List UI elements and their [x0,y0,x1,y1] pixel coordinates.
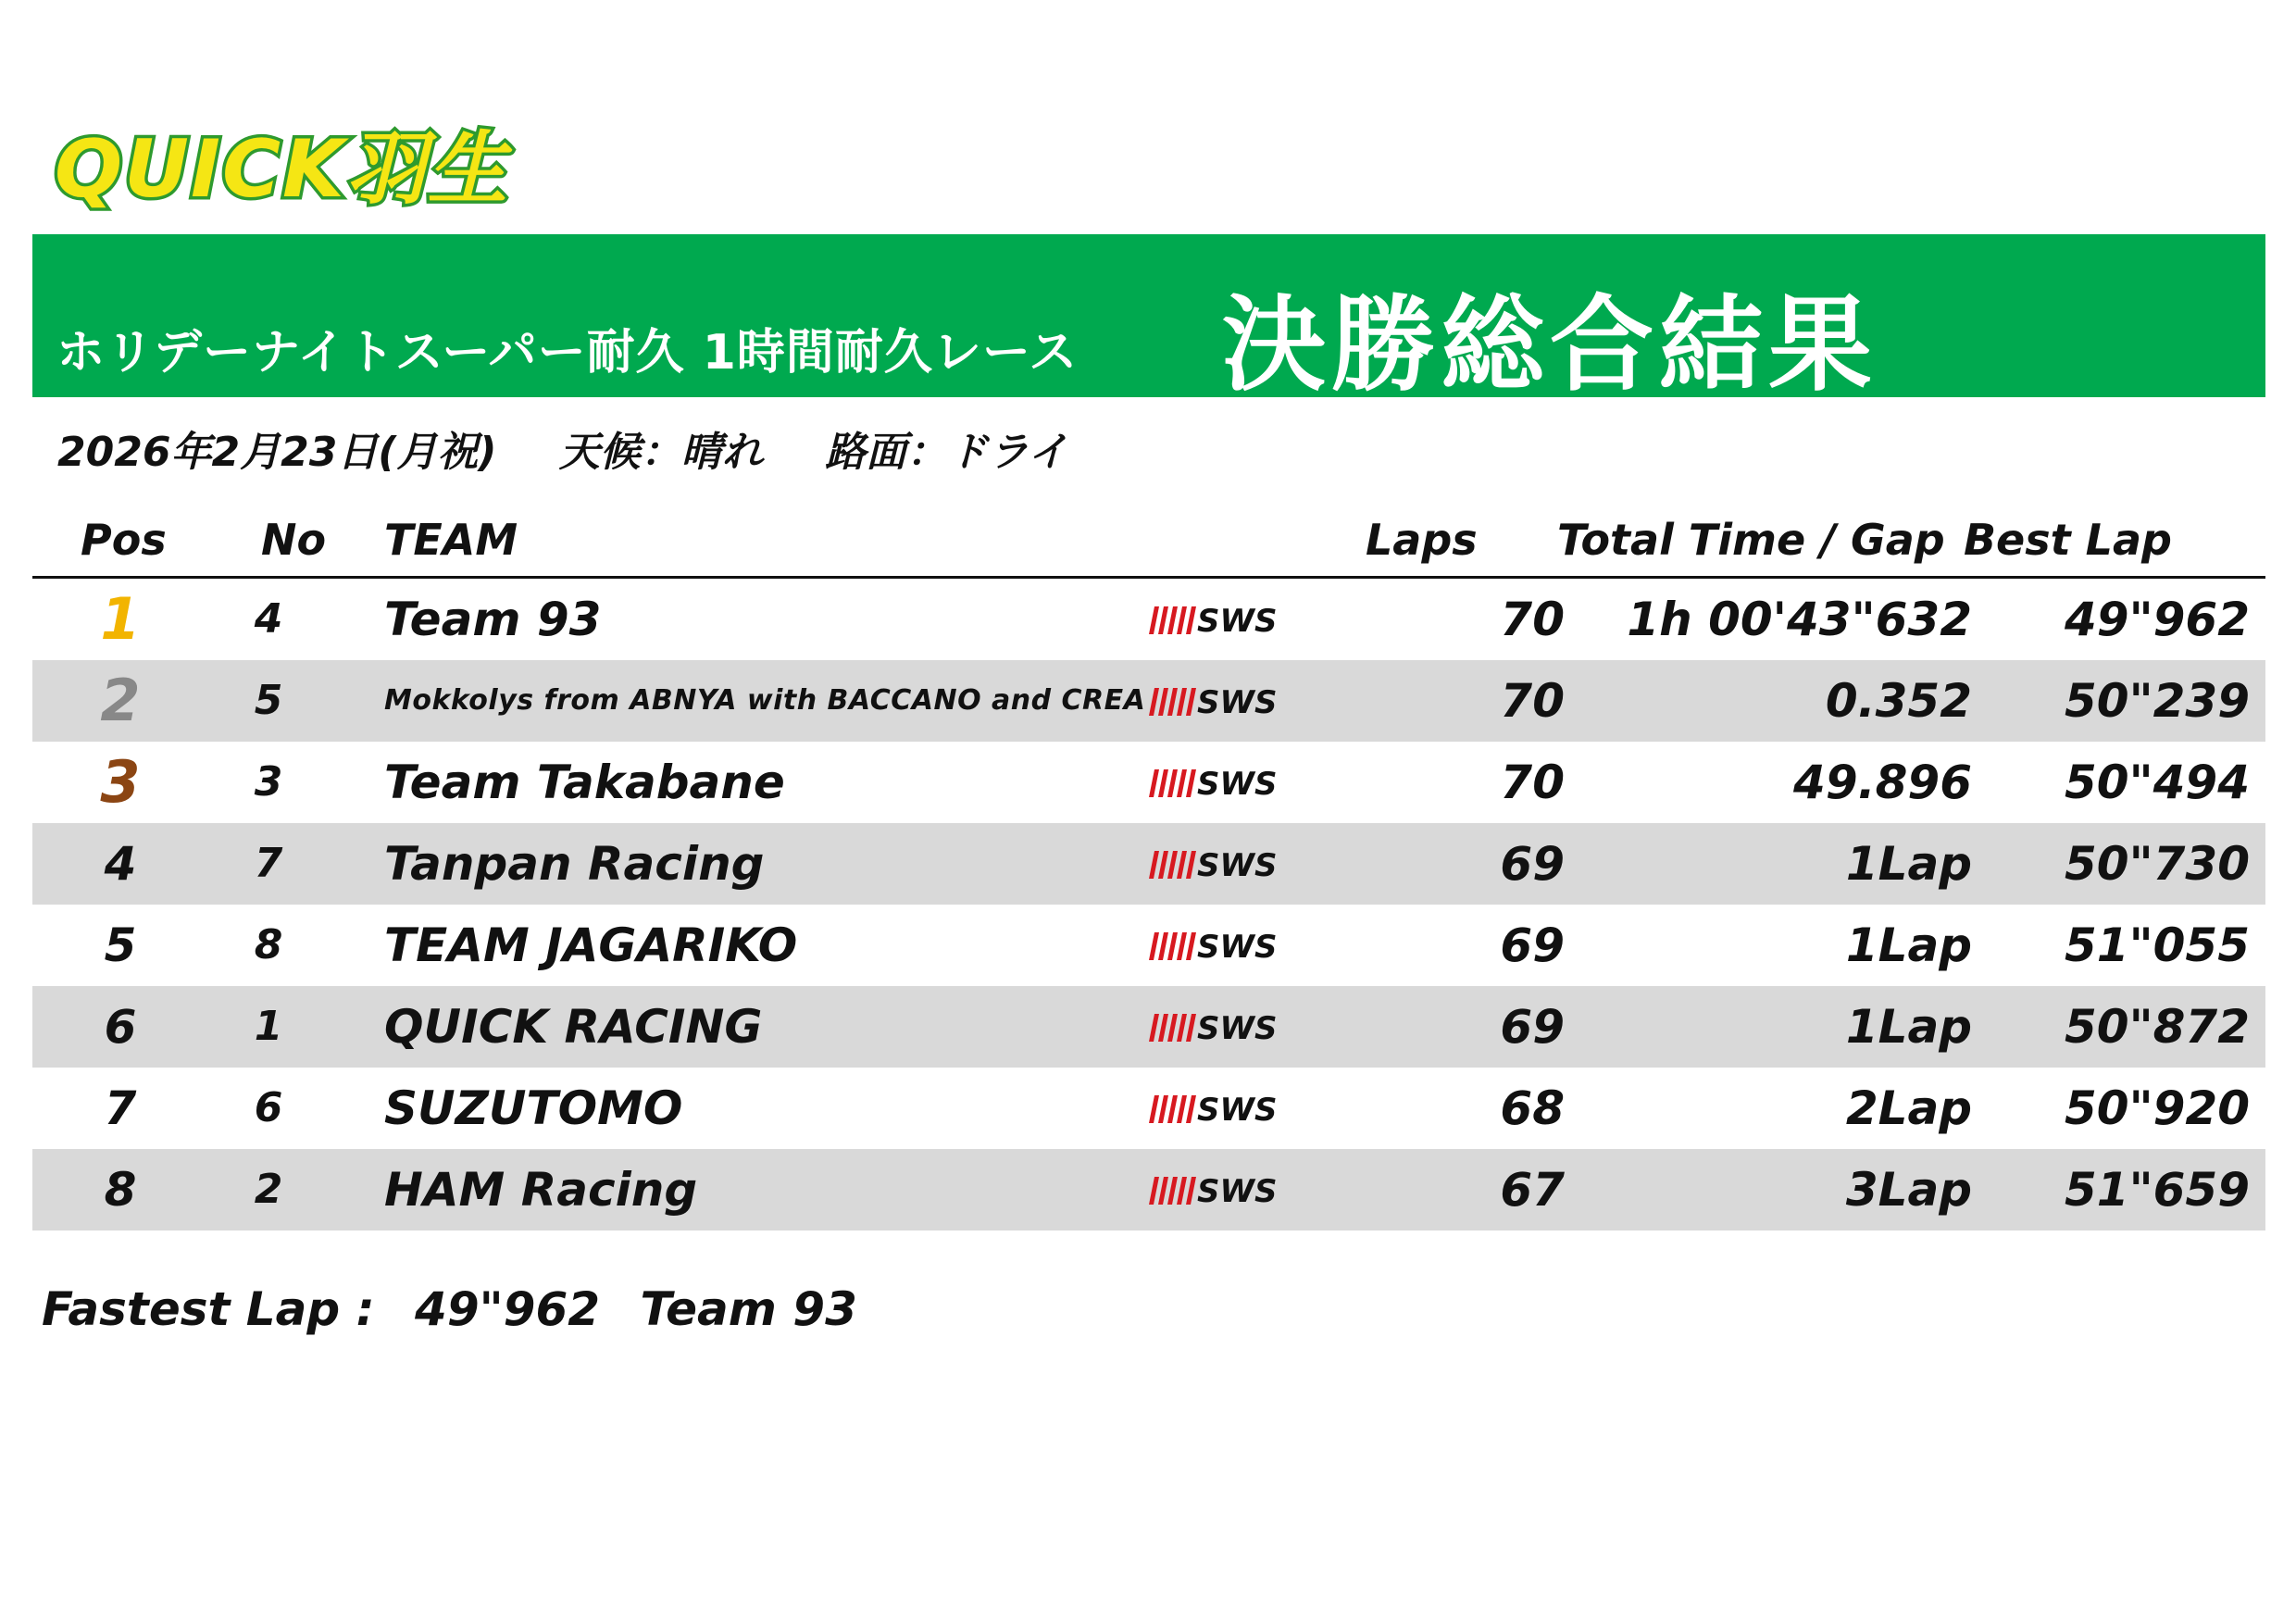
car-number-cell: 8 [254,921,283,968]
laps-cell: 69 [1500,837,1565,891]
table-row [32,742,2265,823]
table-row [32,1068,2265,1149]
sws-logo-text: SWS [1197,1093,1278,1125]
race-date: 2026年2月23日(月祝) [57,429,497,476]
sws-stripe [1186,932,1196,960]
car-number-cell: 3 [254,758,283,806]
table-row [32,579,2265,660]
header-team: TEAM [384,515,518,565]
total-time-gap-cell: 1Lap [1845,1000,1972,1054]
position-cell: 6 [104,1000,137,1054]
sws-stripe [1149,851,1159,879]
sws-sponsor-logo [1145,823,1312,905]
sws-logo-text: SWS [1197,1175,1278,1206]
sws-logo-icon [1145,849,1312,881]
sws-sponsor-logo [1145,660,1312,742]
quick-hanyu-logo-graphic [51,120,569,213]
position-cell: 5 [104,918,137,972]
laps-cell: 68 [1500,1081,1565,1135]
weather: 天候：晴れ [558,429,763,476]
sws-stripe [1177,851,1187,879]
sws-stripe [1149,606,1159,634]
sws-stripe [1167,688,1178,716]
total-time-gap-cell: 0.352 [1825,674,1972,728]
sws-stripe [1177,932,1187,960]
sws-logo-icon [1145,605,1312,636]
sws-stripe [1158,606,1168,634]
sws-stripe [1167,769,1178,797]
sws-logo-icon [1145,686,1312,718]
total-time-gap-cell: 1h 00'43"632 [1627,593,1972,646]
total-time-gap-cell: 49.896 [1793,756,1972,809]
sws-stripe [1158,769,1168,797]
race-info [57,418,1117,478]
sws-stripe [1186,688,1196,716]
sws-stripe [1167,1095,1178,1123]
sws-stripe [1177,1095,1187,1123]
sws-stripe [1186,1177,1196,1205]
sws-stripe [1177,688,1187,716]
fastest-lap-time: 49"962 [415,1282,601,1336]
best-lap-cell: 50"872 [2065,1000,2250,1054]
table-row [32,660,2265,742]
sws-stripe [1149,932,1159,960]
position-cell: 2 [100,667,141,734]
sws-stripe [1158,688,1168,716]
team-name-cell: Mokkolys from ABNYA with BACCANO and CREA [384,684,1146,717]
position-cell: 8 [104,1163,137,1217]
total-time-gap-cell: 1Lap [1845,837,1972,891]
team-name-cell: TEAM JAGARIKO [384,918,798,972]
event-subtitle: ホリデーナイトスーパー耐久 1時間耐久レース [56,325,1079,381]
team-name-cell: QUICK RACING [384,1000,763,1054]
total-time-gap-cell: 2Lap [1845,1081,1972,1135]
sws-stripe [1158,1095,1168,1123]
best-lap-cell: 51"659 [2065,1163,2250,1217]
header-gap: Total Time / Gap [1557,515,1945,565]
laps-cell: 67 [1500,1163,1565,1217]
laps-cell: 69 [1500,918,1565,972]
sws-stripe [1149,1014,1159,1042]
sws-stripe [1158,932,1168,960]
sws-sponsor-logo [1145,986,1312,1068]
car-number-cell: 2 [254,1166,283,1213]
laps-cell: 70 [1500,756,1565,809]
sws-logo-icon [1145,1012,1312,1043]
sws-stripe [1149,769,1159,797]
laps-cell: 69 [1500,1000,1565,1054]
table-row [32,823,2265,905]
quick-hanyu-logo [51,120,569,213]
sws-logo-icon [1145,1093,1312,1125]
laps-cell: 70 [1500,593,1565,646]
header-laps: Laps [1366,515,1478,565]
team-name-cell: Team Takabane [384,756,785,809]
sws-stripe [1158,1014,1168,1042]
title-banner [32,234,2265,406]
best-lap-cell: 50"920 [2065,1081,2250,1135]
sws-sponsor-logo [1145,1068,1312,1149]
team-name-cell: HAM Racing [384,1163,698,1217]
table-header [32,507,2265,579]
sws-logo-icon [1145,931,1312,962]
header-best-lap: Best Lap [1964,515,2172,565]
sws-stripe [1186,1014,1196,1042]
sws-stripe [1177,1014,1187,1042]
header-pos: Pos [81,515,167,565]
sws-stripe [1177,769,1187,797]
sws-stripe [1149,688,1159,716]
sws-stripe [1149,1095,1159,1123]
track-surface: 路面：ドライ [825,429,1068,476]
fastest-lap-label: Fastest Lap : [42,1282,375,1336]
car-number-cell: 4 [254,595,283,643]
team-name-cell: Team 93 [384,593,602,646]
car-number-cell: 6 [254,1084,283,1131]
sws-stripe [1149,1177,1159,1205]
sws-stripe [1177,606,1187,634]
car-number-cell: 5 [254,677,283,724]
best-lap-cell: 50"494 [2065,756,2250,809]
best-lap-cell: 51"055 [2065,918,2250,972]
position-cell: 7 [104,1081,137,1135]
sws-logo-text: SWS [1197,768,1278,799]
sws-stripe [1167,851,1178,879]
sws-logo-icon [1145,1175,1312,1206]
position-cell: 3 [100,748,141,816]
sws-logo-text: SWS [1197,605,1278,636]
page-title: 決勝総合結果 [1222,285,1878,406]
sws-sponsor-logo [1145,1149,1312,1230]
team-name-cell: Tanpan Racing [384,837,765,891]
position-cell: 1 [100,585,141,653]
team-name-cell: SUZUTOMO [384,1081,683,1135]
best-lap-cell: 50"730 [2065,837,2250,891]
car-number-cell: 7 [254,840,283,887]
fastest-lap [42,1282,881,1336]
car-number-cell: 1 [254,1003,283,1050]
sws-stripe [1186,1095,1196,1123]
sws-stripe [1158,1177,1168,1205]
header-no: No [261,515,327,565]
sws-stripe [1167,932,1178,960]
sws-stripe [1177,1177,1187,1205]
total-time-gap-cell: 1Lap [1845,918,1972,972]
sws-stripe [1158,851,1168,879]
sws-stripe [1186,606,1196,634]
fastest-lap-team: Team 93 [640,1282,857,1336]
sws-logo-text: SWS [1197,849,1278,881]
best-lap-cell: 50"239 [2065,674,2250,728]
sws-stripe [1167,1177,1178,1205]
sws-sponsor-logo [1145,579,1312,660]
sws-stripe [1167,606,1178,634]
table-row [32,1149,2265,1230]
sws-logo-text: SWS [1197,1012,1278,1043]
sws-logo-text: SWS [1197,686,1278,718]
sws-stripe [1186,851,1196,879]
sws-stripe [1186,769,1196,797]
sws-logo-text: SWS [1197,931,1278,962]
table-row [32,905,2265,986]
sws-stripe [1167,1014,1178,1042]
table-row [32,986,2265,1068]
best-lap-cell: 49"962 [2065,593,2250,646]
logo-text: QUICK羽生 [55,123,509,213]
laps-cell: 70 [1500,674,1565,728]
total-time-gap-cell: 3Lap [1845,1163,1972,1217]
sws-sponsor-logo [1145,905,1312,986]
table-body [32,579,2265,1230]
sws-sponsor-logo [1145,742,1312,823]
sws-logo-icon [1145,768,1312,799]
position-cell: 4 [104,837,137,891]
results-table [32,507,2265,1230]
